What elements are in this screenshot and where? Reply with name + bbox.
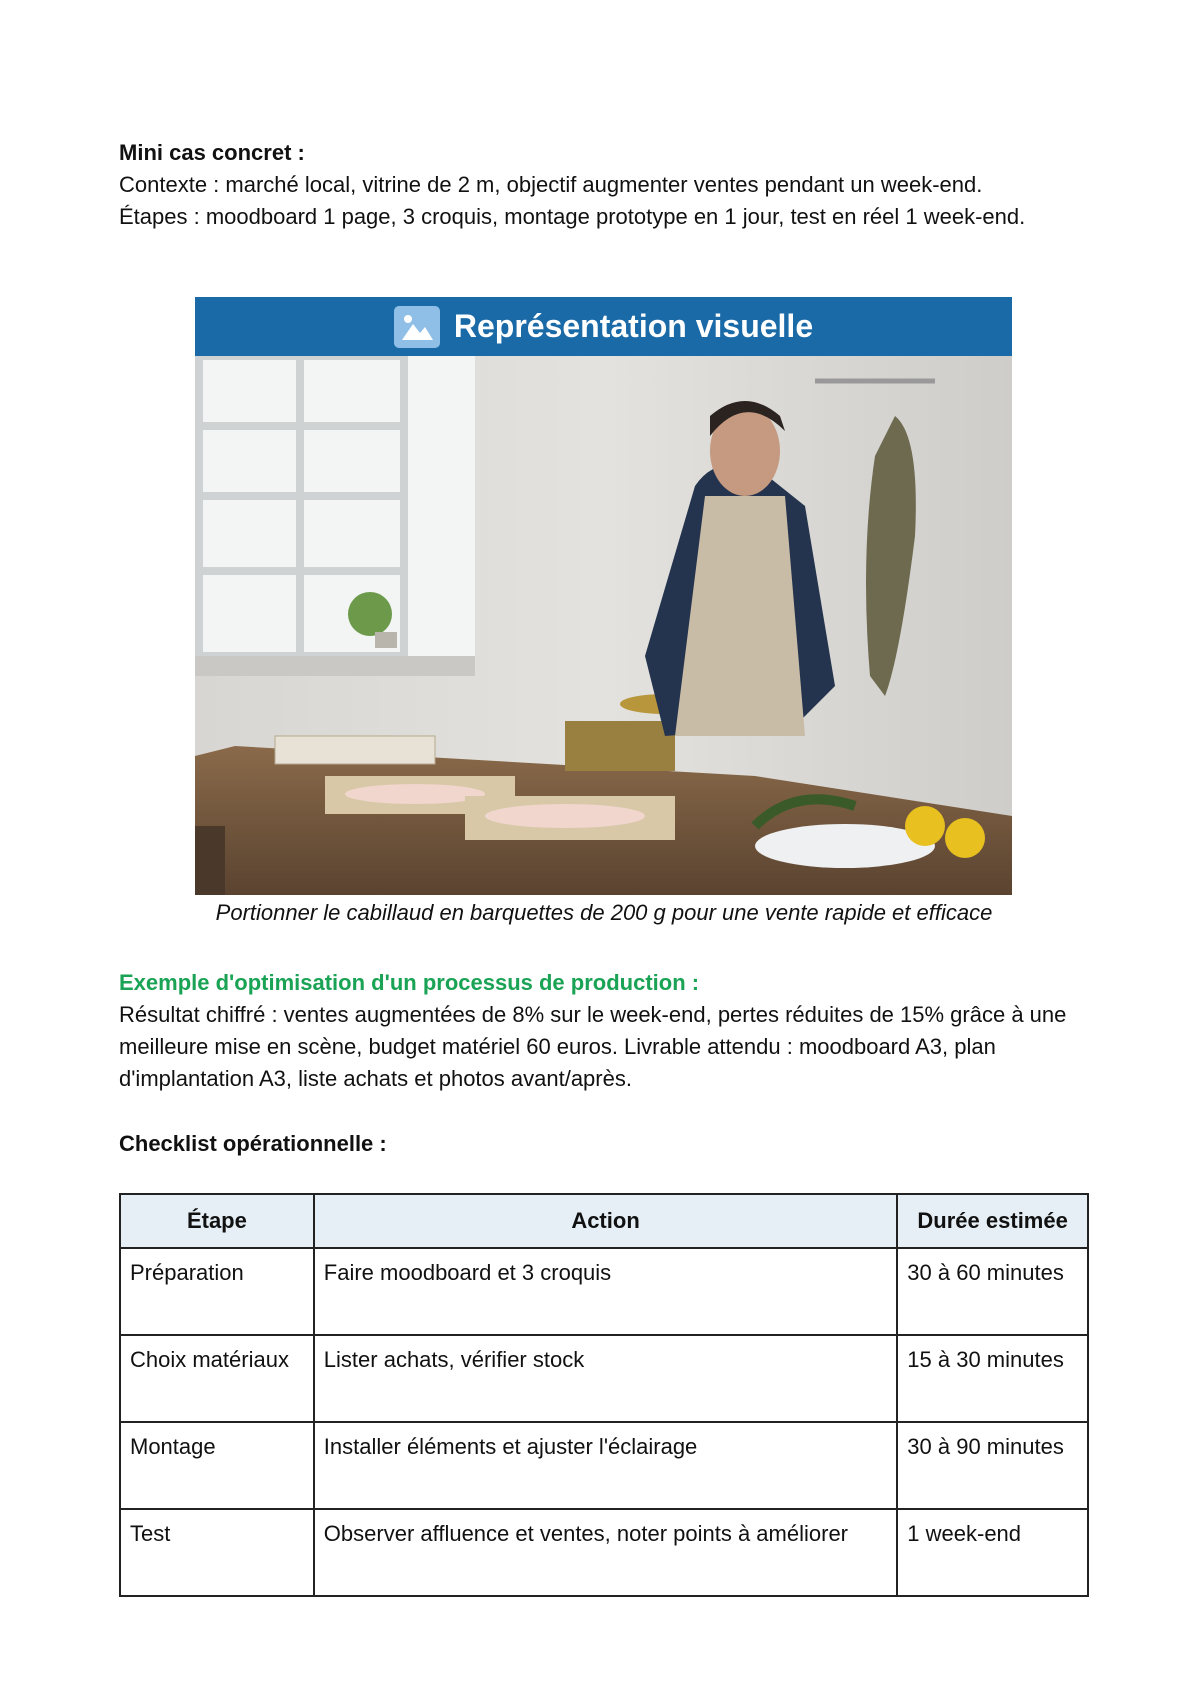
cell-duree: 1 week-end [897,1509,1088,1596]
cell-duree: 15 à 30 minutes [897,1335,1088,1422]
cell-etape: Choix matériaux [120,1335,314,1422]
table-row [120,1248,1088,1335]
cell-duree: 30 à 60 minutes [897,1248,1088,1335]
table-header-row [120,1194,1088,1248]
figure-caption: Portionner le cabillaud en barquettes de 200 g pour une vente rapide et efficace [215,900,993,925]
checklist-table [119,1193,1089,1597]
visual-figure [195,297,1012,895]
mini-case-body [119,169,1094,233]
cell-action: Installer éléments et ajuster l'éclairage [314,1422,897,1509]
cell-action: Faire moodboard et 3 croquis [314,1248,897,1335]
steps-line: Étapes : moodboard 1 page, 3 croquis, montage prototype en 1 jour, test en réel 1 week-end. [119,204,1026,229]
image-icon [394,306,440,348]
table-row [120,1422,1088,1509]
cell-duree: 30 à 90 minutes [897,1422,1088,1509]
cell-etape: Test [120,1509,314,1596]
example-body: Résultat chiffré : ventes augmentées de 8% sur le week-end, pertes réduites de 15% grâce à une meilleure mise en scène, budget matériel 60 euros. Livrable attendu : moodboard A3, plan d'implantation A3, liste achats et photos avant/après. [119,1002,1067,1091]
table-row [120,1335,1088,1422]
cell-action: Lister achats, vérifier stock [314,1335,897,1422]
example-title: Exemple d'optimisation d'un processus de production : [119,970,700,995]
header-etape: Étape [120,1194,314,1248]
figure-banner [195,297,1012,356]
figure-banner-title: Représentation visuelle [453,308,814,344]
checklist-title: Checklist opérationnelle : [119,1131,387,1156]
header-duree: Durée estimée [897,1194,1088,1248]
table-row [120,1509,1088,1596]
fishmonger-photo [195,356,1012,895]
mini-case-title: Mini cas concret : [119,140,305,165]
cell-etape: Préparation [120,1248,314,1335]
context-line: Contexte : marché local, vitrine de 2 m, objectif augmenter ventes pendant un week-end. [119,172,983,197]
cell-action: Observer affluence et ventes, noter points à améliorer [314,1509,897,1596]
cell-etape: Montage [120,1422,314,1509]
header-action: Action [314,1194,897,1248]
